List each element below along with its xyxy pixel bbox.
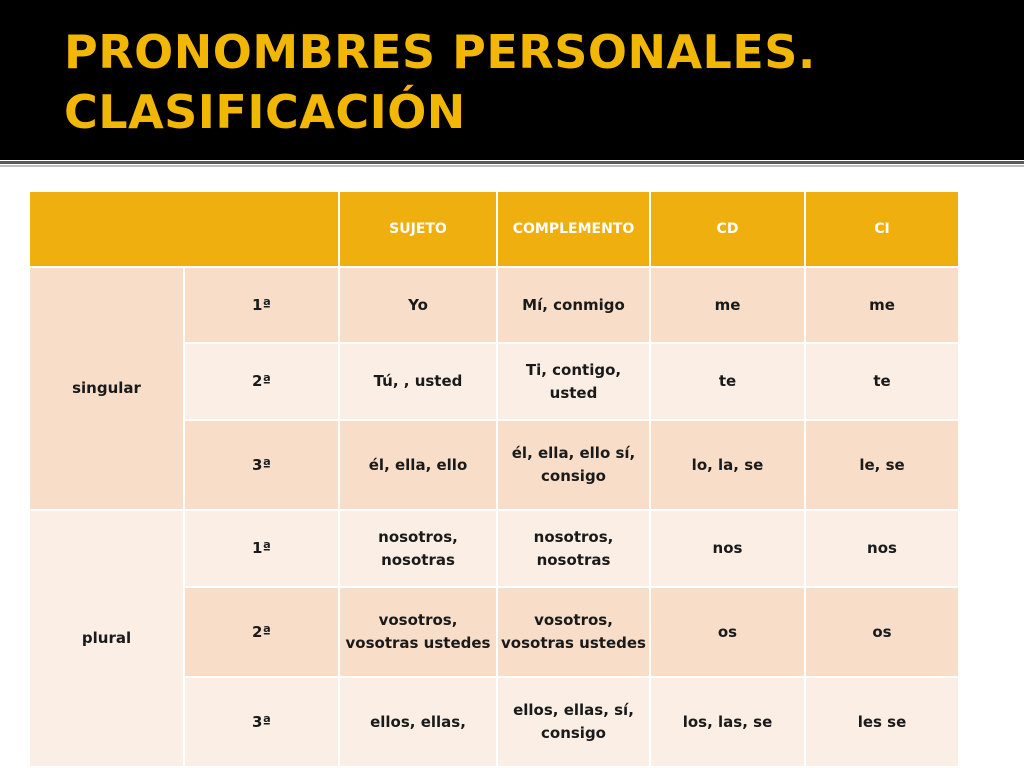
sujeto-cell: Tú, , usted bbox=[339, 343, 497, 420]
header-empty bbox=[29, 191, 339, 267]
cd-cell: os bbox=[650, 587, 805, 677]
cd-cell: lo, la, se bbox=[650, 420, 805, 510]
cd-cell: nos bbox=[650, 510, 805, 587]
divider-light bbox=[0, 165, 1024, 167]
sujeto-cell: ellos, ellas, bbox=[339, 677, 497, 767]
person-cell: 1ª bbox=[184, 510, 339, 587]
person-cell: 2ª bbox=[184, 587, 339, 677]
sujeto-cell: él, ella, ello bbox=[339, 420, 497, 510]
complemento-cell: vosotros, vosotras ustedes bbox=[497, 587, 650, 677]
table-header-row bbox=[29, 191, 959, 267]
table-row bbox=[29, 267, 959, 343]
ci-cell: me bbox=[805, 267, 959, 343]
cd-cell: te bbox=[650, 343, 805, 420]
header-ci: CI bbox=[805, 191, 959, 267]
pronouns-table bbox=[28, 190, 960, 768]
ci-cell: te bbox=[805, 343, 959, 420]
complemento-cell: Ti, contigo, usted bbox=[497, 343, 650, 420]
ci-cell: os bbox=[805, 587, 959, 677]
sujeto-cell: nosotros, nosotras bbox=[339, 510, 497, 587]
slide-title bbox=[64, 22, 816, 142]
group-label-singular: singular bbox=[29, 267, 184, 510]
person-cell: 2ª bbox=[184, 343, 339, 420]
cd-cell: los, las, se bbox=[650, 677, 805, 767]
title-banner bbox=[0, 0, 1024, 160]
person-cell: 1ª bbox=[184, 267, 339, 343]
divider-dark bbox=[0, 161, 1024, 164]
table-row bbox=[29, 510, 959, 587]
complemento-cell: él, ella, ello sí, consigo bbox=[497, 420, 650, 510]
header-cd: CD bbox=[650, 191, 805, 267]
title-line-2: CLASIFICACIÓN bbox=[64, 85, 466, 139]
sujeto-cell: vosotros, vosotras ustedes bbox=[339, 587, 497, 677]
group-label-plural: plural bbox=[29, 510, 184, 767]
title-line-1: PRONOMBRES PERSONALES. bbox=[64, 25, 816, 79]
person-cell: 3ª bbox=[184, 677, 339, 767]
header-sujeto: SUJETO bbox=[339, 191, 497, 267]
complemento-cell: Mí, conmigo bbox=[497, 267, 650, 343]
ci-cell: le, se bbox=[805, 420, 959, 510]
sujeto-cell: Yo bbox=[339, 267, 497, 343]
header-complemento: COMPLEMENTO bbox=[497, 191, 650, 267]
ci-cell: les se bbox=[805, 677, 959, 767]
cd-cell: me bbox=[650, 267, 805, 343]
person-cell: 3ª bbox=[184, 420, 339, 510]
complemento-cell: ellos, ellas, sí, consigo bbox=[497, 677, 650, 767]
complemento-cell: nosotros, nosotras bbox=[497, 510, 650, 587]
ci-cell: nos bbox=[805, 510, 959, 587]
